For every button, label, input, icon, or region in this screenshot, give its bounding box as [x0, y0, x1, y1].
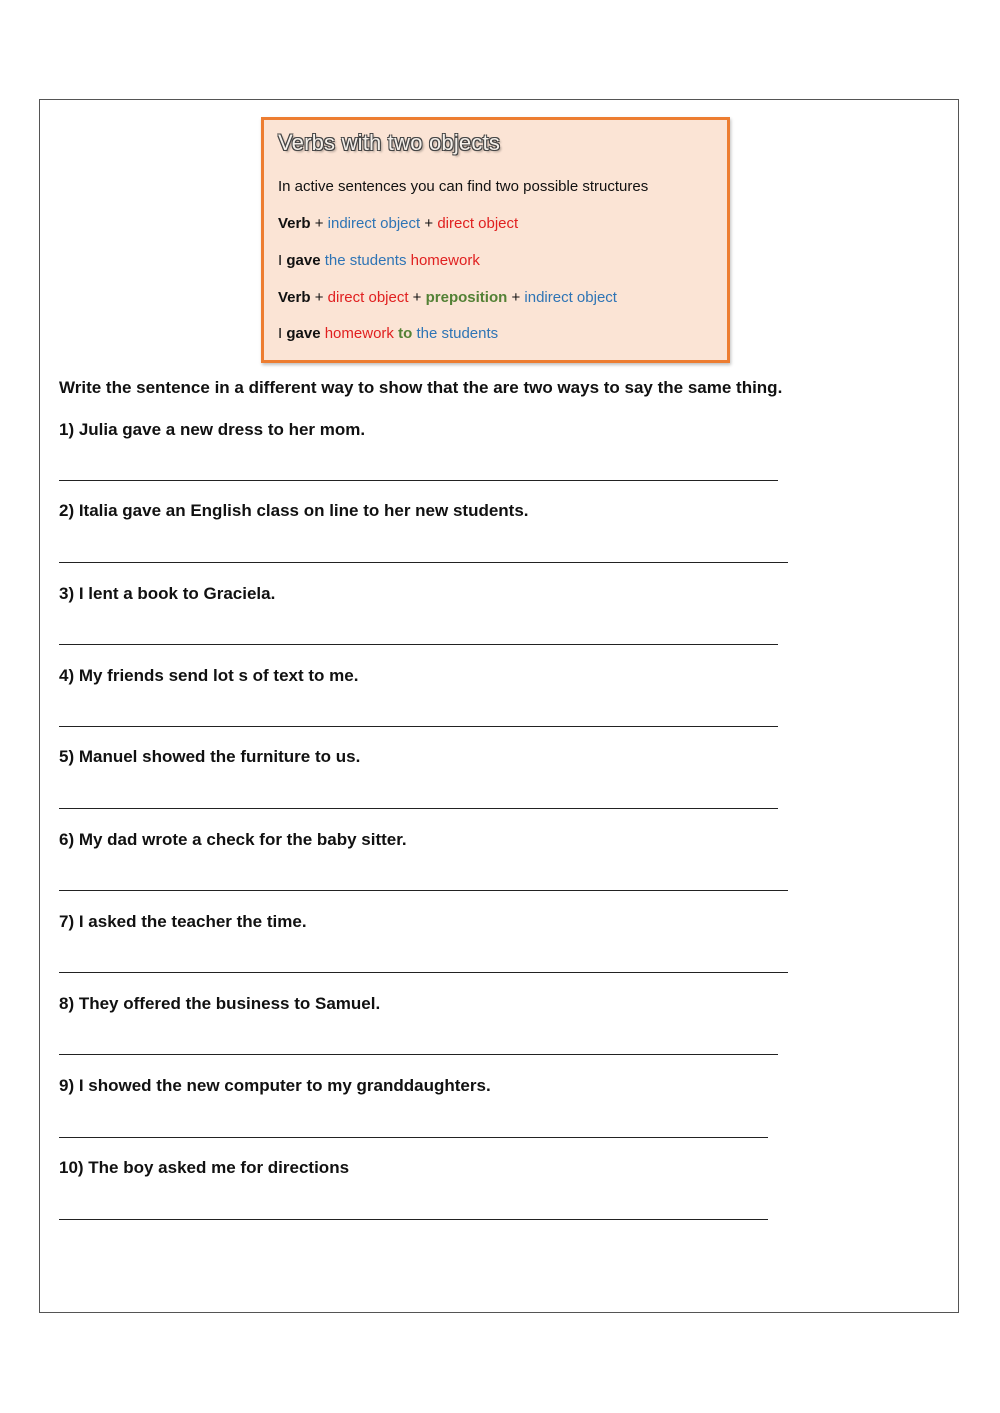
question-1: 1) Julia gave a new dress to her mom.	[59, 420, 366, 439]
pattern-preposition: preposition	[425, 289, 508, 306]
example-direct-object: homework	[324, 325, 394, 342]
answer-line-7[interactable]	[59, 972, 788, 973]
plus-sign: +	[420, 215, 438, 232]
answer-line-4[interactable]	[59, 726, 778, 727]
example-indirect-first	[278, 252, 480, 269]
pattern-verb: Verb	[278, 289, 311, 306]
pattern-direct-object: direct object	[437, 215, 519, 232]
question-4: 4) My friends send lot s of text to me.	[59, 666, 359, 685]
question-5: 5) Manuel showed the furniture to us.	[59, 747, 361, 766]
grammar-info-box	[261, 117, 730, 363]
plus-sign: +	[310, 289, 328, 306]
question-10: 10) The boy asked me for directions	[59, 1158, 350, 1177]
pattern-verb: Verb	[278, 215, 311, 232]
pattern-indirect-first	[278, 215, 518, 232]
question-2: 2) Italia gave an English class on line to her new students.	[59, 501, 529, 520]
answer-line-8[interactable]	[59, 1054, 778, 1055]
example-subject: I	[278, 252, 287, 269]
example-subject: I	[278, 325, 287, 342]
question-9: 9) I showed the new computer to my granddaughters.	[59, 1076, 491, 1095]
answer-line-9[interactable]	[59, 1137, 768, 1138]
question-3: 3) I lent a book to Graciela.	[59, 584, 276, 603]
pattern-indirect-object: indirect object	[327, 215, 421, 232]
answer-line-6[interactable]	[59, 890, 788, 891]
example-direct-first	[278, 325, 498, 342]
answer-line-1[interactable]	[59, 480, 778, 481]
pattern-indirect-object: indirect object	[524, 289, 617, 306]
answer-line-3[interactable]	[59, 644, 778, 645]
question-7: 7) I asked the teacher the time.	[59, 912, 307, 931]
example-indirect-object: the students	[416, 325, 499, 342]
example-verb: gave	[286, 252, 321, 269]
info-intro: In active sentences you can find two possible structures	[278, 178, 649, 195]
example-direct-object: homework	[410, 252, 480, 269]
info-box-title: Verbs with two objects	[278, 130, 501, 155]
question-6: 6) My dad wrote a check for the baby sitter.	[59, 830, 407, 849]
example-preposition: to	[398, 325, 413, 342]
plus-sign: +	[310, 215, 328, 232]
pattern-direct-first	[278, 289, 617, 306]
question-8: 8) They offered the business to Samuel.	[59, 994, 381, 1013]
plus-sign: +	[507, 289, 525, 306]
answer-line-2[interactable]	[59, 562, 788, 563]
pattern-direct-object: direct object	[327, 289, 409, 306]
answer-line-10[interactable]	[59, 1219, 768, 1220]
instruction-text: Write the sentence in a different way to show that the are two ways to say the same thing.	[59, 378, 783, 397]
plus-sign: +	[408, 289, 426, 306]
example-verb: gave	[286, 325, 321, 342]
answer-line-5[interactable]	[59, 808, 778, 809]
example-indirect-object: the students	[324, 252, 407, 269]
